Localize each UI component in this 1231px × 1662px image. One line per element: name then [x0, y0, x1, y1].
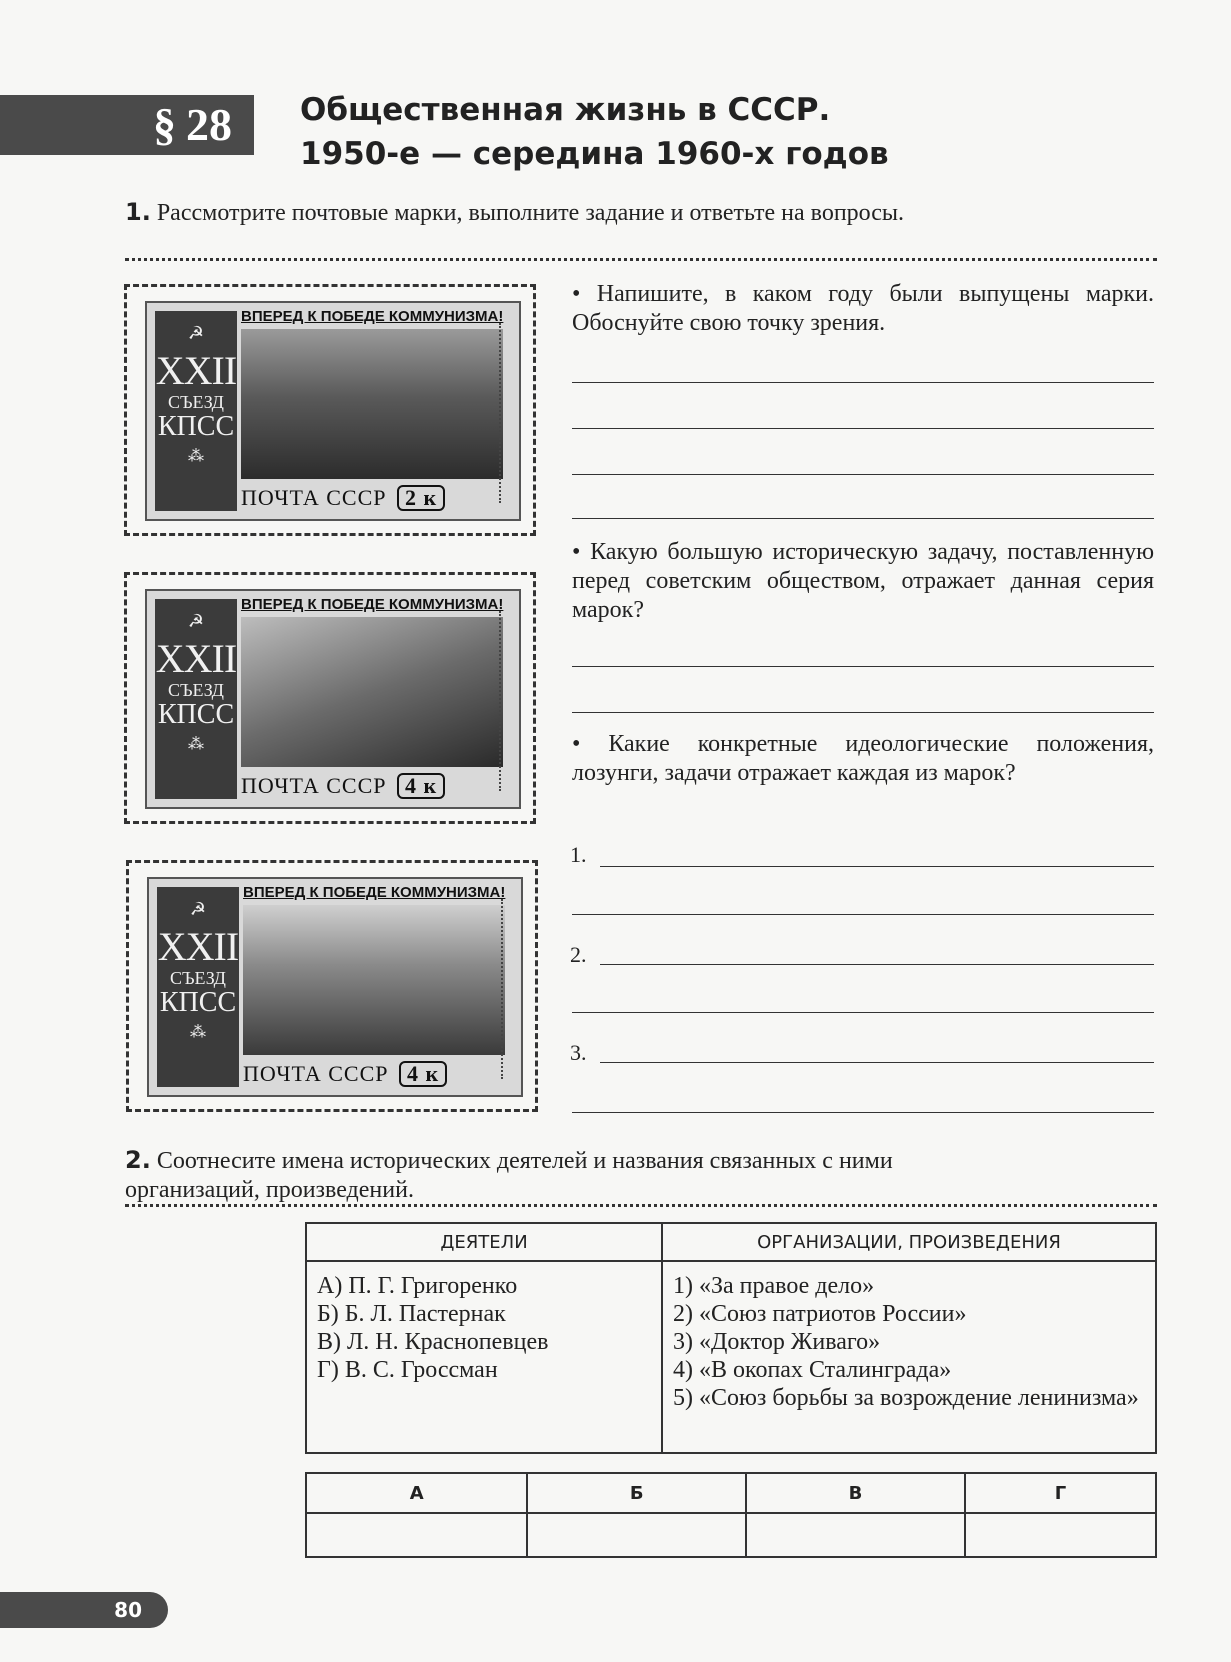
answer-line[interactable] — [600, 866, 1154, 867]
stamp-3 — [147, 877, 523, 1097]
person-item: Б) Б. Л. Пастернак — [317, 1301, 506, 1327]
stamp-2-value: 4 к — [397, 773, 445, 799]
section-number: 28 — [186, 99, 232, 150]
wheat-icon: ⁂ — [188, 736, 204, 753]
item-number-2: 2. — [570, 942, 587, 967]
task2-number: 2. — [125, 1146, 151, 1174]
person-item: В) Л. Н. Краснопевцев — [317, 1329, 549, 1355]
stamp-1-footer — [241, 483, 503, 513]
task1-divider — [125, 258, 1157, 261]
task2-prompt — [125, 1146, 985, 1205]
hammer-sickle-icon: ☭ — [187, 611, 205, 631]
stamp-frame-1 — [124, 284, 536, 536]
title-line-2: 1950-е — середина 1960-х годов — [300, 136, 889, 172]
answer-line[interactable] — [572, 382, 1154, 383]
answer-line[interactable] — [572, 666, 1154, 667]
answer-cell-b[interactable] — [527, 1513, 746, 1557]
section-symbol: § — [153, 99, 176, 150]
stamp-3-word1: СЪЕЗД — [170, 968, 226, 988]
stamp-1-word2: КПСС — [157, 411, 235, 442]
section-badge — [0, 95, 254, 155]
work-item: 4) «В окопах Сталинграда» — [673, 1357, 952, 1383]
work-item: 2) «Союз патриотов России» — [673, 1301, 967, 1327]
work-item: 5) «Союз борьбы за возрождение ленинизма» — [673, 1385, 1139, 1411]
work-item: 3) «Доктор Живаго» — [673, 1329, 881, 1355]
answer-line[interactable] — [600, 1062, 1154, 1063]
answer-cell-v[interactable] — [746, 1513, 965, 1557]
stamp-2-roman: XXII — [155, 636, 237, 681]
laurel-icon — [499, 611, 515, 791]
hammer-sickle-icon: ☭ — [189, 899, 207, 919]
wheat-icon: ⁂ — [188, 448, 204, 465]
task2-divider — [125, 1204, 1157, 1207]
hammer-sickle-icon: ☭ — [187, 323, 205, 343]
stamp-1-value: 2 к — [397, 485, 445, 511]
stamp-3-roman: XXII — [157, 924, 239, 969]
stamp-2-footer — [241, 771, 503, 801]
work-item: 1) «За правое дело» — [673, 1273, 875, 1299]
persons-cell — [306, 1261, 662, 1453]
answer-table — [305, 1472, 1157, 1558]
answer-line[interactable] — [572, 474, 1154, 475]
answer-line[interactable] — [572, 1112, 1154, 1113]
laurel-icon — [499, 323, 515, 503]
stamp-2-banner: ВПЕРЕД К ПОБЕДЕ КОММУНИЗМА! — [241, 596, 504, 613]
stamp-3-footer — [243, 1059, 505, 1089]
question-2: • Какую большую историческую задачу, поставленную перед советским обществом, отражает данная серия марок? — [572, 539, 1154, 623]
col-header-persons: ДЕЯТЕЛИ — [306, 1223, 662, 1261]
stamp-1-roman: XXII — [155, 348, 237, 393]
question-1: • Напишите, в каком году были выпущены марки. Обоснуйте свою точку зрения. — [572, 281, 1154, 336]
answer-line[interactable] — [572, 1012, 1154, 1013]
answer-line[interactable] — [572, 712, 1154, 713]
answer-line[interactable] — [572, 428, 1154, 429]
stamp-3-value: 4 к — [399, 1061, 447, 1087]
stamp-3-word2: КПСС — [159, 987, 237, 1018]
stamp-3-image — [243, 905, 505, 1055]
laurel-icon — [501, 899, 517, 1079]
stamp-2-post: ПОЧТА СССР — [241, 773, 387, 798]
matching-table — [305, 1222, 1157, 1454]
answer-header-g: Г — [965, 1473, 1156, 1513]
stamp-1-post: ПОЧТА СССР — [241, 485, 387, 510]
stamp-2 — [145, 589, 521, 809]
answer-cell-a[interactable] — [306, 1513, 527, 1557]
answer-line[interactable] — [572, 518, 1154, 519]
answer-header-a: А — [306, 1473, 527, 1513]
stamp-frame-2 — [124, 572, 536, 824]
col-header-works: ОРГАНИЗАЦИИ, ПРОИЗВЕДЕНИЯ — [662, 1223, 1156, 1261]
answer-header-b: Б — [527, 1473, 746, 1513]
stamp-2-word2: КПСС — [157, 699, 235, 730]
item-number-1: 1. — [570, 842, 587, 867]
stamp-2-side — [155, 599, 237, 799]
stamp-2-word1: СЪЕЗД — [168, 680, 224, 700]
answer-cell-g[interactable] — [965, 1513, 1156, 1557]
task1-number: 1. — [125, 198, 151, 226]
answer-line[interactable] — [572, 914, 1154, 915]
item-number-3: 3. — [570, 1040, 587, 1065]
stamp-3-side — [157, 887, 239, 1087]
works-cell — [662, 1261, 1156, 1453]
person-item: Г) В. С. Гроссман — [317, 1357, 498, 1383]
page-title — [300, 88, 1200, 176]
question-3: • Какие конкретные идеологические положения, лозунги, задачи отражает каждая из марок? — [572, 731, 1154, 786]
stamp-1 — [145, 301, 521, 521]
stamp-2-image — [241, 617, 503, 767]
task2-text: Соотнесите имена исторических деятелей и названия связанных с ними организаций, произведений. — [125, 1148, 893, 1203]
stamp-3-banner: ВПЕРЕД К ПОБЕДЕ КОММУНИЗМА! — [243, 884, 506, 901]
stamp-1-banner: ВПЕРЕД К ПОБЕДЕ КОММУНИЗМА! — [241, 308, 504, 325]
wheat-icon: ⁂ — [190, 1024, 206, 1041]
task1-text: Рассмотрите почтовые марки, выполните задание и ответьте на вопросы. — [156, 200, 905, 226]
title-line-1: Общественная жизнь в СССР. — [300, 92, 831, 128]
answer-header-v: В — [746, 1473, 965, 1513]
stamp-1-side — [155, 311, 237, 511]
stamp-1-image — [241, 329, 503, 479]
stamp-3-post: ПОЧТА СССР — [243, 1061, 389, 1086]
page-number: 80 — [0, 1592, 168, 1628]
task1-prompt — [125, 198, 965, 228]
person-item: А) П. Г. Григоренко — [317, 1273, 518, 1299]
stamp-frame-3 — [126, 860, 538, 1112]
answer-line[interactable] — [600, 964, 1154, 965]
stamp-1-word1: СЪЕЗД — [168, 392, 224, 412]
